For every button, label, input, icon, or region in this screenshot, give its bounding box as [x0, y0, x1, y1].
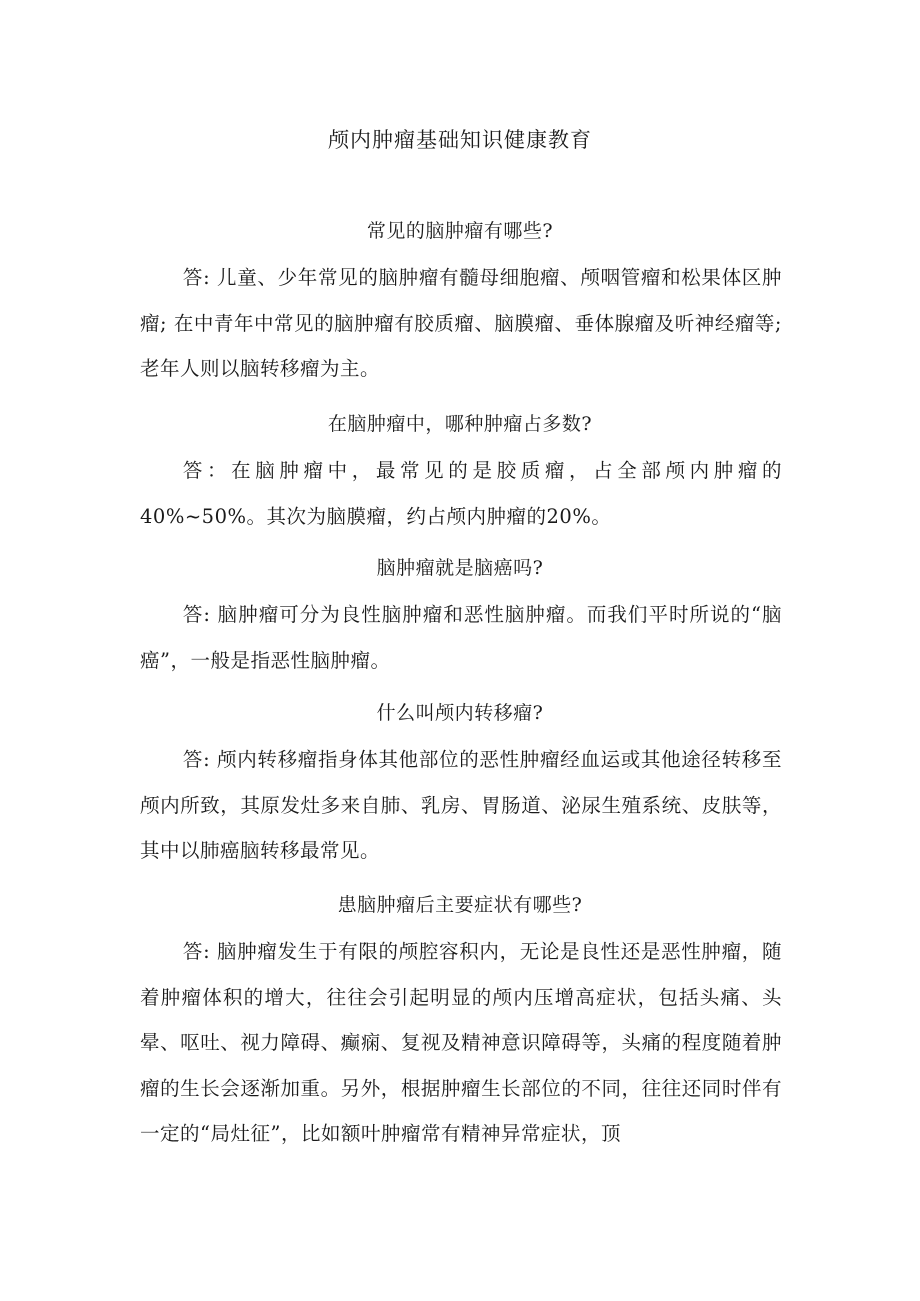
- question-1: 常见的脑肿瘤有哪些?: [366, 220, 554, 242]
- answer-2: 答：在脑肿瘤中，最常见的是胶质瘤，占全部颅内肿瘤的40%~50%。其次为脑膜瘤，约占颅内肿瘤的20%。: [140, 459, 782, 528]
- answer-1: 答: 儿童、少年常见的脑肿瘤有髓母细胞瘤、颅咽管瘤和松果体区肿瘤; 在中青年中常见的脑肿瘤有胶质瘤、脑膜瘤、垂体腺瘤及听神经瘤等; 老年人则以脑转移瘤为主。: [140, 266, 782, 380]
- question-2: 在脑肿瘤中，哪种肿瘤占多数?: [327, 413, 593, 435]
- question-5: 患脑肿瘤后主要症状有哪些?: [337, 894, 583, 916]
- answer-3: 答: 脑肿瘤可分为良性脑肿瘤和恶性脑肿瘤。而我们平时所说的“脑癌”，一般是指恶性脑肿瘤。: [140, 603, 782, 672]
- answer-5: 答: 脑肿瘤发生于有限的颅腔容积内，无论是良性还是恶性肿瘤，随着肿瘤体积的增大，往往会引起明显的颅内压增高症状，包括头痛、头晕、呕吐、视力障碍、癫痫、复视及精神意识障碍等，头痛的程度随着肿瘤的生长会逐渐加重。另外，根据肿瘤生长部位的不同，往往还同时伴有一定的“局灶征”，比如额叶肿瘤常有精神异常症状，顶: [140, 940, 782, 1145]
- question-4: 什么叫颅内转移瘤?: [376, 702, 544, 724]
- document-title: 颅内肿瘤基础知识健康教育: [328, 128, 592, 152]
- answer-4: 答: 颅内转移瘤指身体其他部位的恶性肿瘤经血运或其他途径转移至颅内所致，其原发灶多来自肺、乳房、胃肠道、泌尿生殖系统、皮肤等，其中以肺癌脑转移最常见。: [140, 748, 782, 862]
- question-3: 脑肿瘤就是脑癌吗?: [376, 557, 544, 579]
